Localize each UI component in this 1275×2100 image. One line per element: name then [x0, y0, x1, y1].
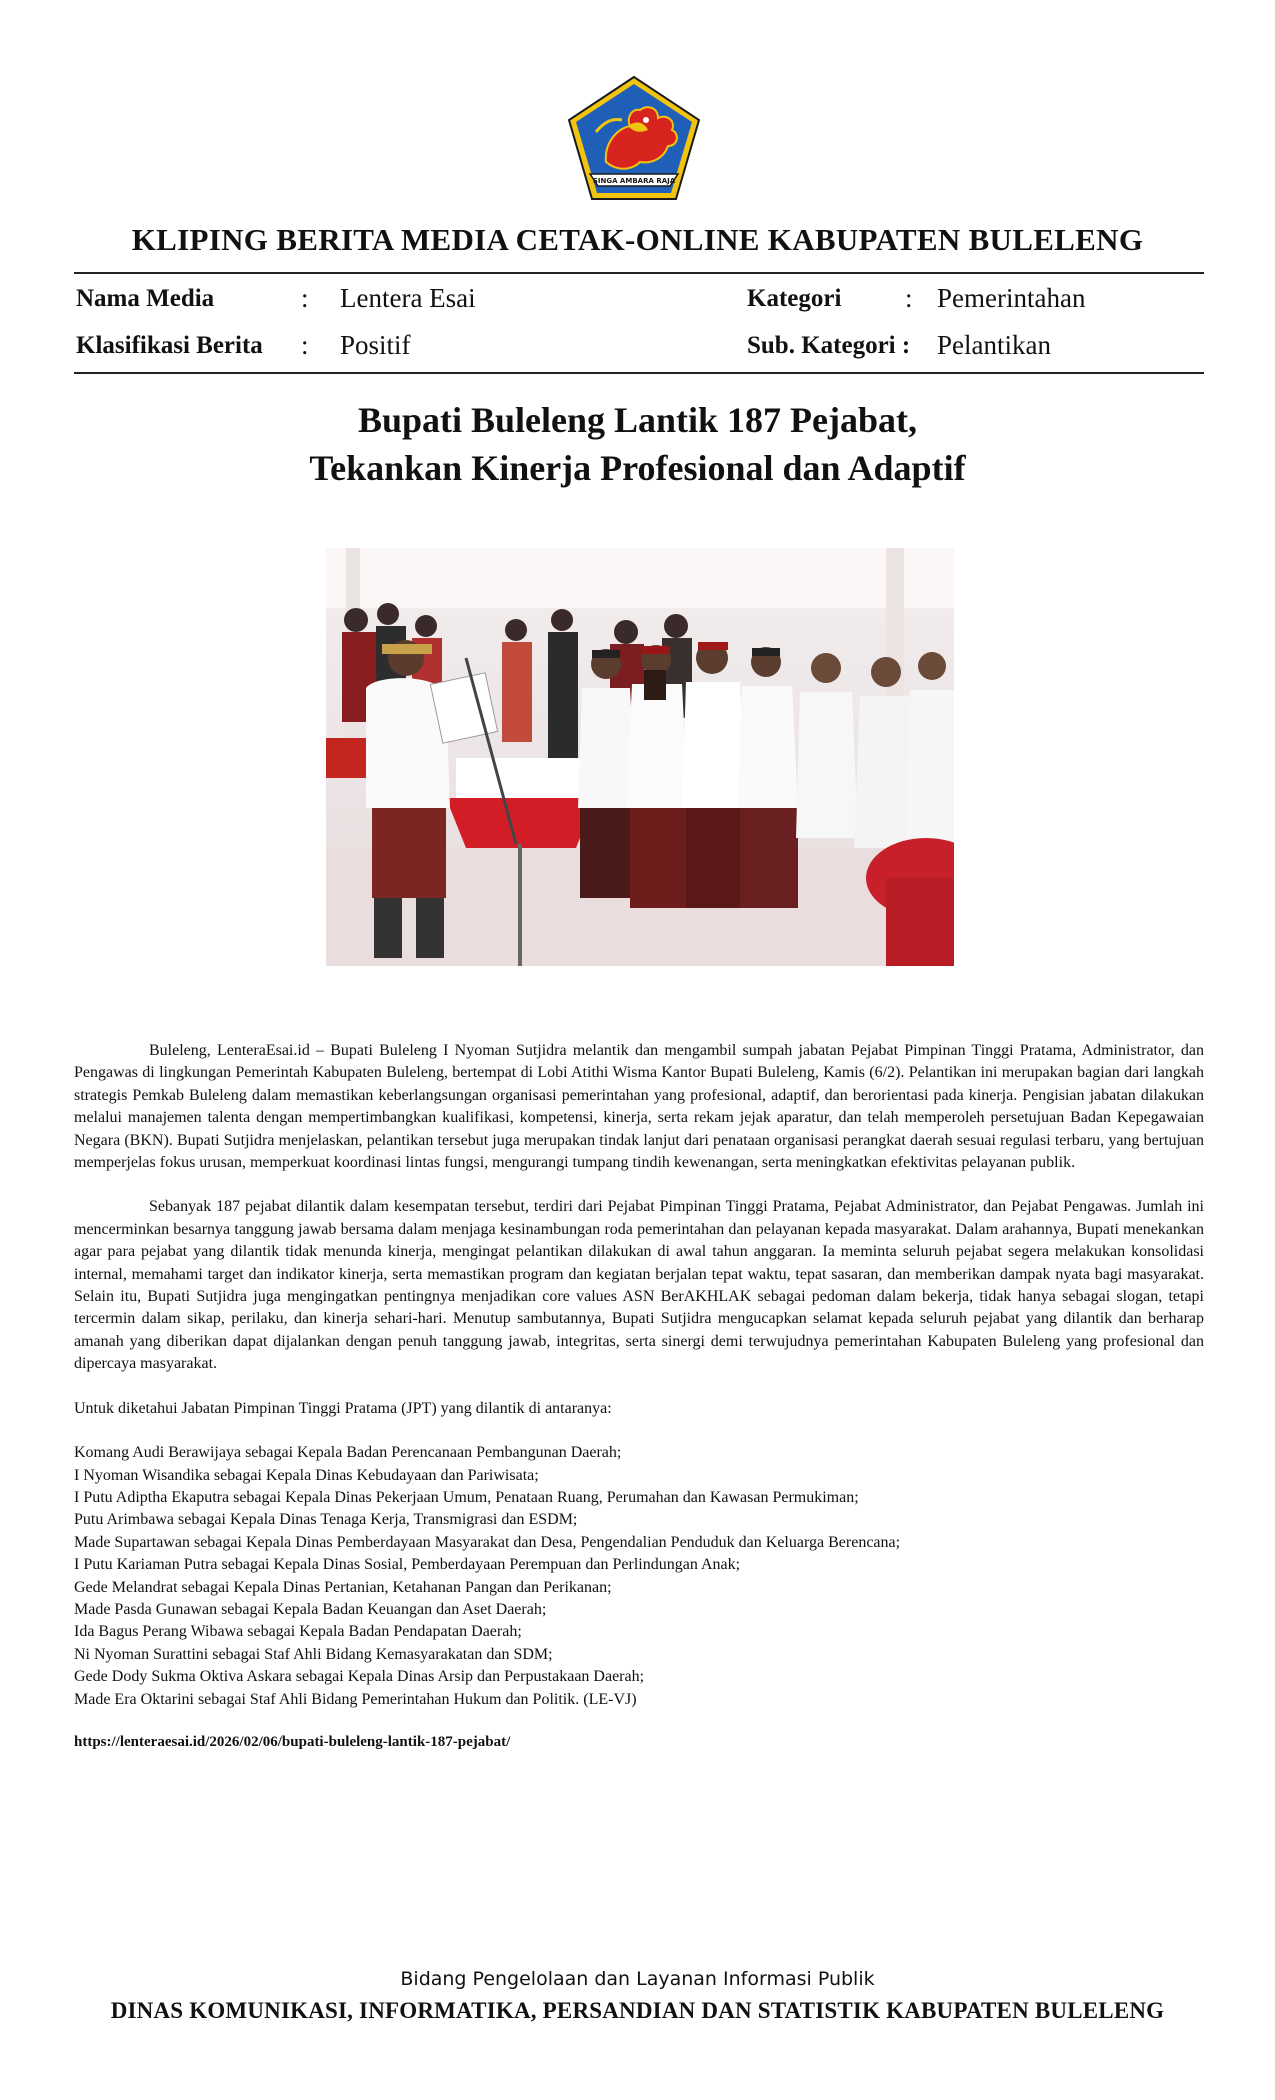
- list-item: Gede Melandrat sebagai Kepala Dinas Pertanian, Ketahanan Pangan dan Perikanan;: [74, 1578, 612, 1596]
- article-photo: [326, 548, 954, 966]
- klasifikasi-colon: :: [301, 330, 309, 360]
- klasifikasi-berita-value: Positif: [340, 330, 411, 360]
- article-paragraph-1: Buleleng, LenteraEsai.id – Bupati Buleleng I Nyoman Sutjidra melantik dan mengambil sumpah jabatan Pejabat Pimpinan Tinggi Pratama, Administrator, dan Pengawas di lingkungan Pemerintah Kabupaten Buleleng, bertempat di Lobi Atithi Wisma Kantor Bupati Buleleng, Kamis (6/2). Pelantikan ini merupakan bagian dari langkah strategis Pemkab Buleleng dalam memastikan keberlangsungan organisasi pemerintahan yang profesional, adaptif, dan berorientasi pada kinerja. Pengisian jabatan dilakukan melalui manajemen talenta dengan mempertimbangkan kualifikasi, kompetensi, kinerja, serta rekam jejak aparatur, dan telah memperoleh persetujuan Badan Kepegawaian Negara (BKN). Bupati Sutjidra menjelaskan, pelantikan tersebut juga merupakan tindak lanjut dari penataan organisasi perangkat daerah sesuai regulasi terbaru, yang bertujuan memperjelas fokus urusan, memperkuat koordinasi lintas fungsi, mengurangi tumpang tindih kewenangan, serta meningkatkan efektivitas pelayanan publik.: [74, 1042, 1204, 1172]
- nama-media-label: Nama Media: [76, 285, 215, 312]
- list-item: Made Era Oktarini sebagai Staf Ahli Bidang Pemerintahan Hukum dan Politik. (LE-VJ): [74, 1690, 637, 1708]
- nama-media-colon: :: [301, 283, 309, 313]
- list-item: I Putu Kariaman Putra sebagai Kepala Dinas Sosial, Pemberdayaan Perempuan dan Perlindungan Anak;: [74, 1556, 741, 1574]
- kabupaten-buleleng-logo: [566, 74, 702, 202]
- nama-media-value: Lentera Esai: [340, 283, 476, 313]
- article-body: [74, 1040, 1204, 1753]
- list-item: I Putu Adiptha Ekaputra sebagai Kepala Dinas Pekerjaan Umum, Penataan Ruang, Perumahan dan Kawasan Permukiman;: [74, 1488, 859, 1506]
- list-item: I Nyoman Wisandika sebagai Kepala Dinas Kebudayaan dan Pariwisata;: [74, 1466, 539, 1484]
- list-item: Made Supartawan sebagai Kepala Dinas Pemberdayaan Masyarakat dan Desa, Pengendalian Penduduk dan Keluarga Berencana;: [74, 1533, 901, 1551]
- logo-banner-text: SINGA AMBARA RAJA: [592, 177, 676, 185]
- clipping-header-title: KLIPING BERITA MEDIA CETAK-ONLINE KABUPATEN BULELENG: [131, 222, 1144, 257]
- header-divider-bottom: [74, 372, 1204, 374]
- sub-kategori-label: Sub. Kategori :: [747, 332, 911, 359]
- article-headline: [0, 396, 1275, 492]
- footer-agency: DINAS KOMUNIKASI, INFORMATIKA, PERSANDIAN DAN STATISTIK KABUPATEN BULELENG: [110, 1998, 1165, 2023]
- list-item: Ida Bagus Perang Wibawa sebagai Kepala Badan Pendapatan Daerah;: [74, 1623, 522, 1641]
- jpt-list: [74, 1442, 1204, 1711]
- list-item: Made Pasda Gunawan sebagai Kepala Badan Keuangan dan Aset Daerah;: [74, 1600, 547, 1618]
- source-url: https://lenteraesai.id/2026/02/06/bupati-buleleng-lantik-187-pejabat/: [74, 1733, 511, 1750]
- list-item: Ni Nyoman Surattini sebagai Staf Ahli Bidang Kemasyarakatan dan SDM;: [74, 1645, 553, 1663]
- kategori-value: Pemerintahan: [937, 283, 1086, 313]
- headline-line-1: Bupati Buleleng Lantik 187 Pejabat,: [357, 400, 918, 440]
- jpt-list-intro: Untuk diketahui Jabatan Pimpinan Tinggi Pratama (JPT) yang dilantik di antaranya:: [74, 1399, 612, 1417]
- footer-division: Bidang Pengelolaan dan Layanan Informasi Publik: [400, 1968, 875, 1990]
- list-item: Komang Audi Berawijaya sebagai Kepala Badan Perencanaan Pembangunan Daerah;: [74, 1444, 622, 1462]
- article-paragraph-2: Sebanyak 187 pejabat dilantik dalam kesempatan tersebut, terdiri dari Pejabat Pimpinan Tinggi Pratama, Pejabat Administrator, dan Pejabat Pengawas. Jumlah ini mencerminkan besarnya tanggung jawab bersama dalam menjaga kesinambungan roda pemerintahan dan pelayanan kepada masyarakat. Dalam arahannya, Bupati menekankan agar para pejabat yang dilantik tidak menunda kinerja, mengingat pelantikan dilakukan di awal tahun anggaran. Ia meminta seluruh pejabat segera melakukan konsolidasi internal, memahami target dan indikator kinerja, serta memastikan program dan kegiatan berjalan tepat waktu, tepat sasaran, dan memberikan dampak nyata bagi masyarakat. Selain itu, Bupati Sutjidra juga mengingatkan pentingnya menjadikan core values ASN BerAKHLAK sebagai pedoman dalam bekerja, tidak hanya sebagai slogan, tetapi tercermin dalam sikap, perilaku, dan kinerja sehari-hari. Menutup sambutannya, Bupati Sutjidra mengucapkan selamat kepada seluruh pejabat yang dilantik dan berharap amanah yang diberikan dapat dijalankan dengan penuh tanggung jawab, integritas, serta sinergi demi terwujudnya pemerintahan Kabupaten Buleleng yang profesional dan dipercaya masyarakat.: [74, 1198, 1204, 1373]
- klasifikasi-berita-label: Klasifikasi Berita: [76, 332, 263, 359]
- header-divider-top: [74, 272, 1204, 274]
- list-item: Putu Arimbawa sebagai Kepala Dinas Tenaga Kerja, Transmigrasi dan ESDM;: [74, 1511, 578, 1529]
- headline-line-2: Tekankan Kinerja Profesional dan Adaptif: [309, 448, 966, 488]
- sub-kategori-value: Pelantikan: [937, 330, 1051, 360]
- kategori-label: Kategori: [747, 285, 842, 312]
- kategori-colon: :: [905, 283, 913, 313]
- list-item: Gede Dody Sukma Oktiva Askara sebagai Kepala Dinas Arsip dan Perpustakaan Daerah;: [74, 1668, 645, 1686]
